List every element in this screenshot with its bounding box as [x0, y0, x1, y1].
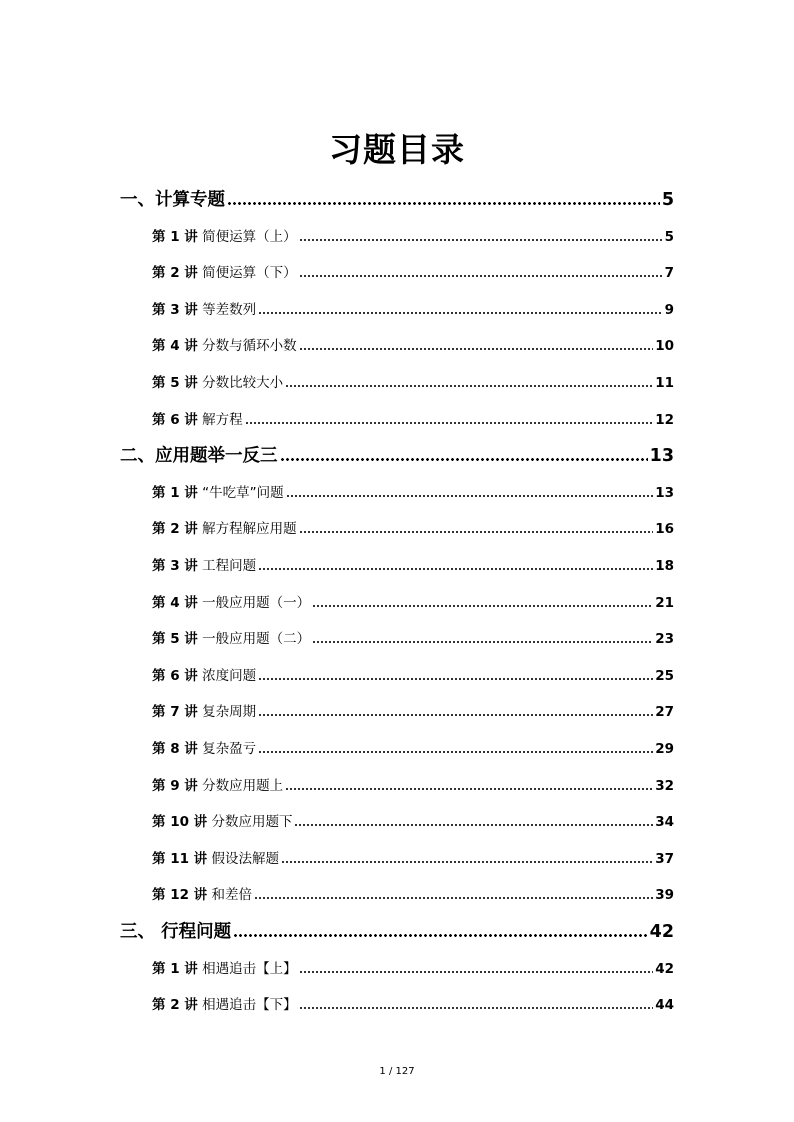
dot-leader	[285, 374, 653, 388]
toc-entry-label: 二、应用题举一反三	[120, 446, 278, 467]
dot-leader	[299, 996, 654, 1010]
dot-leader	[299, 337, 654, 351]
toc-page-number: 37	[655, 850, 674, 867]
toc-page-number: 13	[655, 484, 674, 501]
lesson-number: 第 1 讲	[152, 960, 198, 977]
lesson-number: 第 5 讲	[152, 631, 198, 648]
toc-lesson-entry[interactable]	[152, 958, 674, 980]
toc-lesson-entry[interactable]	[152, 884, 674, 906]
toc-entry-label	[152, 482, 284, 504]
lesson-topic: 相遇追击【下】	[202, 997, 297, 1014]
toc-lesson-entry[interactable]	[152, 738, 674, 760]
lesson-number: 第 2 讲	[152, 997, 198, 1014]
toc-lesson-entry[interactable]	[152, 482, 674, 504]
toc-page-number: 5	[661, 190, 674, 210]
toc-lesson-entry[interactable]	[152, 226, 674, 248]
toc-section-entry[interactable]	[120, 186, 674, 214]
lesson-topic: 一般应用题（二）	[202, 631, 311, 648]
lesson-topic: 分数应用题上	[202, 777, 284, 794]
toc-page-number: 10	[655, 338, 674, 355]
toc-entry-label	[152, 335, 297, 357]
toc-lesson-entry[interactable]	[152, 299, 674, 321]
dot-leader	[245, 410, 654, 424]
lesson-number: 第 3 讲	[152, 558, 198, 574]
lesson-topic: 相遇追击【上】	[202, 960, 297, 977]
dot-leader	[286, 483, 654, 497]
lesson-topic: 工程问题	[202, 558, 257, 574]
toc-entry-label	[152, 372, 283, 394]
toc-lesson-entry[interactable]	[152, 592, 674, 614]
toc-entry-label: 三、 行程问题	[120, 922, 232, 942]
toc-entry-label	[152, 811, 292, 833]
page-title: 习题目录	[329, 130, 465, 169]
toc-entry-label	[152, 665, 256, 687]
toc-entry-label	[152, 628, 310, 650]
lesson-topic: 简便运算（上）	[202, 228, 297, 245]
toc-entry-label	[152, 994, 297, 1016]
toc-page-number: 32	[655, 777, 674, 794]
lesson-number: 第 4 讲	[152, 338, 198, 355]
toc-lesson-entry[interactable]	[152, 701, 674, 723]
toc-entry-label	[152, 409, 243, 431]
dot-leader	[299, 264, 663, 278]
toc-page-number: 25	[655, 667, 674, 684]
dot-leader	[294, 813, 653, 827]
dot-leader	[258, 557, 653, 571]
toc-page-number: 44	[655, 997, 674, 1014]
lesson-topic: 解方程	[202, 411, 243, 428]
toc-page-number: 23	[655, 631, 674, 648]
toc-page-number: 42	[655, 960, 674, 977]
lesson-topic: 等差数列	[202, 301, 257, 318]
lesson-number: 第 7 讲	[152, 704, 198, 721]
lesson-topic: 分数与循环小数	[202, 338, 297, 355]
lesson-number: 第 6 讲	[152, 667, 198, 684]
dot-leader	[285, 776, 653, 790]
lesson-topic: 浓度问题	[202, 667, 257, 684]
toc-entry-label	[152, 555, 256, 577]
toc-page-number: 13	[649, 446, 674, 467]
toc-lesson-entry[interactable]	[152, 811, 674, 833]
dot-leader	[299, 520, 654, 534]
toc-page-number: 11	[655, 375, 674, 391]
lesson-number: 第 9 讲	[152, 777, 198, 794]
toc-entry-label: 一、计算专题	[120, 190, 225, 210]
lesson-number: 第 4 讲	[152, 594, 198, 611]
toc-entry-label	[152, 958, 297, 980]
toc-lesson-entry[interactable]	[152, 994, 674, 1016]
lesson-number: 第 1 讲	[152, 228, 198, 245]
lesson-topic: 分数比较大小	[202, 375, 284, 391]
toc-lesson-entry[interactable]	[152, 848, 674, 870]
toc-lesson-entry[interactable]	[152, 262, 674, 284]
toc-lesson-entry[interactable]	[152, 372, 674, 394]
lesson-topic: 解方程解应用题	[202, 521, 297, 538]
dot-leader	[280, 444, 648, 462]
lesson-number: 第 2 讲	[152, 521, 198, 538]
lesson-number: 第 3 讲	[152, 301, 198, 318]
toc-page-number: 18	[655, 558, 674, 574]
page-number-footer: 1 / 127	[379, 1066, 415, 1077]
toc-entry-label	[152, 775, 283, 797]
toc-page-number: 29	[655, 741, 674, 757]
toc-lesson-entry[interactable]	[152, 335, 674, 357]
toc-lesson-entry[interactable]	[152, 775, 674, 797]
toc-entry-label	[152, 226, 297, 248]
toc-entry-label	[152, 592, 310, 614]
toc-entry-label	[152, 518, 297, 540]
toc-entry-label	[152, 701, 256, 723]
toc-section-entry[interactable]	[120, 442, 674, 470]
dot-leader	[281, 849, 653, 863]
toc-page-number: 5	[664, 228, 674, 245]
toc-lesson-entry[interactable]	[152, 628, 674, 650]
toc-section-entry[interactable]	[120, 918, 674, 946]
lesson-number: 第 5 讲	[152, 375, 198, 391]
lesson-topic: 复杂盈亏	[202, 741, 257, 757]
lesson-topic: 一般应用题（一）	[202, 594, 311, 611]
lesson-topic: 分数应用题下	[211, 814, 293, 831]
toc-page-number: 21	[655, 594, 674, 611]
toc-entry-label	[152, 738, 256, 760]
lesson-topic: 复杂周期	[202, 704, 257, 721]
toc-lesson-entry[interactable]	[152, 518, 674, 540]
toc-page-number: 42	[649, 922, 674, 942]
toc-entry-label	[152, 848, 279, 870]
toc-entry-label	[152, 884, 252, 906]
toc-lesson-entry[interactable]	[152, 665, 674, 687]
dot-leader	[227, 188, 660, 206]
toc-page-number: 12	[655, 411, 674, 428]
toc-page-number: 27	[655, 704, 674, 721]
toc-page-number: 7	[664, 265, 674, 282]
lesson-number: 第 10 讲	[152, 814, 208, 831]
lesson-number: 第 11 讲	[152, 850, 208, 867]
lesson-number: 第 8 讲	[152, 741, 198, 757]
dot-leader	[258, 703, 653, 717]
lesson-topic: 简便运算（下）	[202, 265, 297, 282]
dot-leader	[312, 593, 653, 607]
dot-leader	[258, 300, 663, 314]
lesson-topic: 假设法解题	[211, 850, 279, 867]
dot-leader	[258, 740, 653, 754]
lesson-number: 第 12 讲	[152, 887, 208, 904]
dot-leader	[312, 630, 653, 644]
toc-lesson-entry[interactable]	[152, 409, 674, 431]
dot-leader	[299, 959, 654, 973]
toc-page-number: 16	[655, 521, 674, 538]
dot-leader	[258, 666, 653, 680]
dot-leader	[233, 920, 648, 938]
lesson-topic: 和差倍	[211, 887, 252, 904]
dot-leader	[299, 227, 663, 241]
lesson-number: 第 1 讲	[152, 484, 198, 501]
lesson-number: 第 6 讲	[152, 411, 198, 428]
dot-leader	[254, 886, 653, 900]
lesson-number: 第 2 讲	[152, 265, 198, 282]
toc-entry-label	[152, 299, 256, 321]
toc-page-number: 9	[664, 301, 674, 318]
toc-entry-label	[152, 262, 297, 284]
toc-lesson-entry[interactable]	[152, 555, 674, 577]
toc-page-number: 39	[655, 887, 674, 904]
toc-page-number: 34	[655, 814, 674, 831]
lesson-topic: “牛吃草”问题	[202, 484, 284, 501]
